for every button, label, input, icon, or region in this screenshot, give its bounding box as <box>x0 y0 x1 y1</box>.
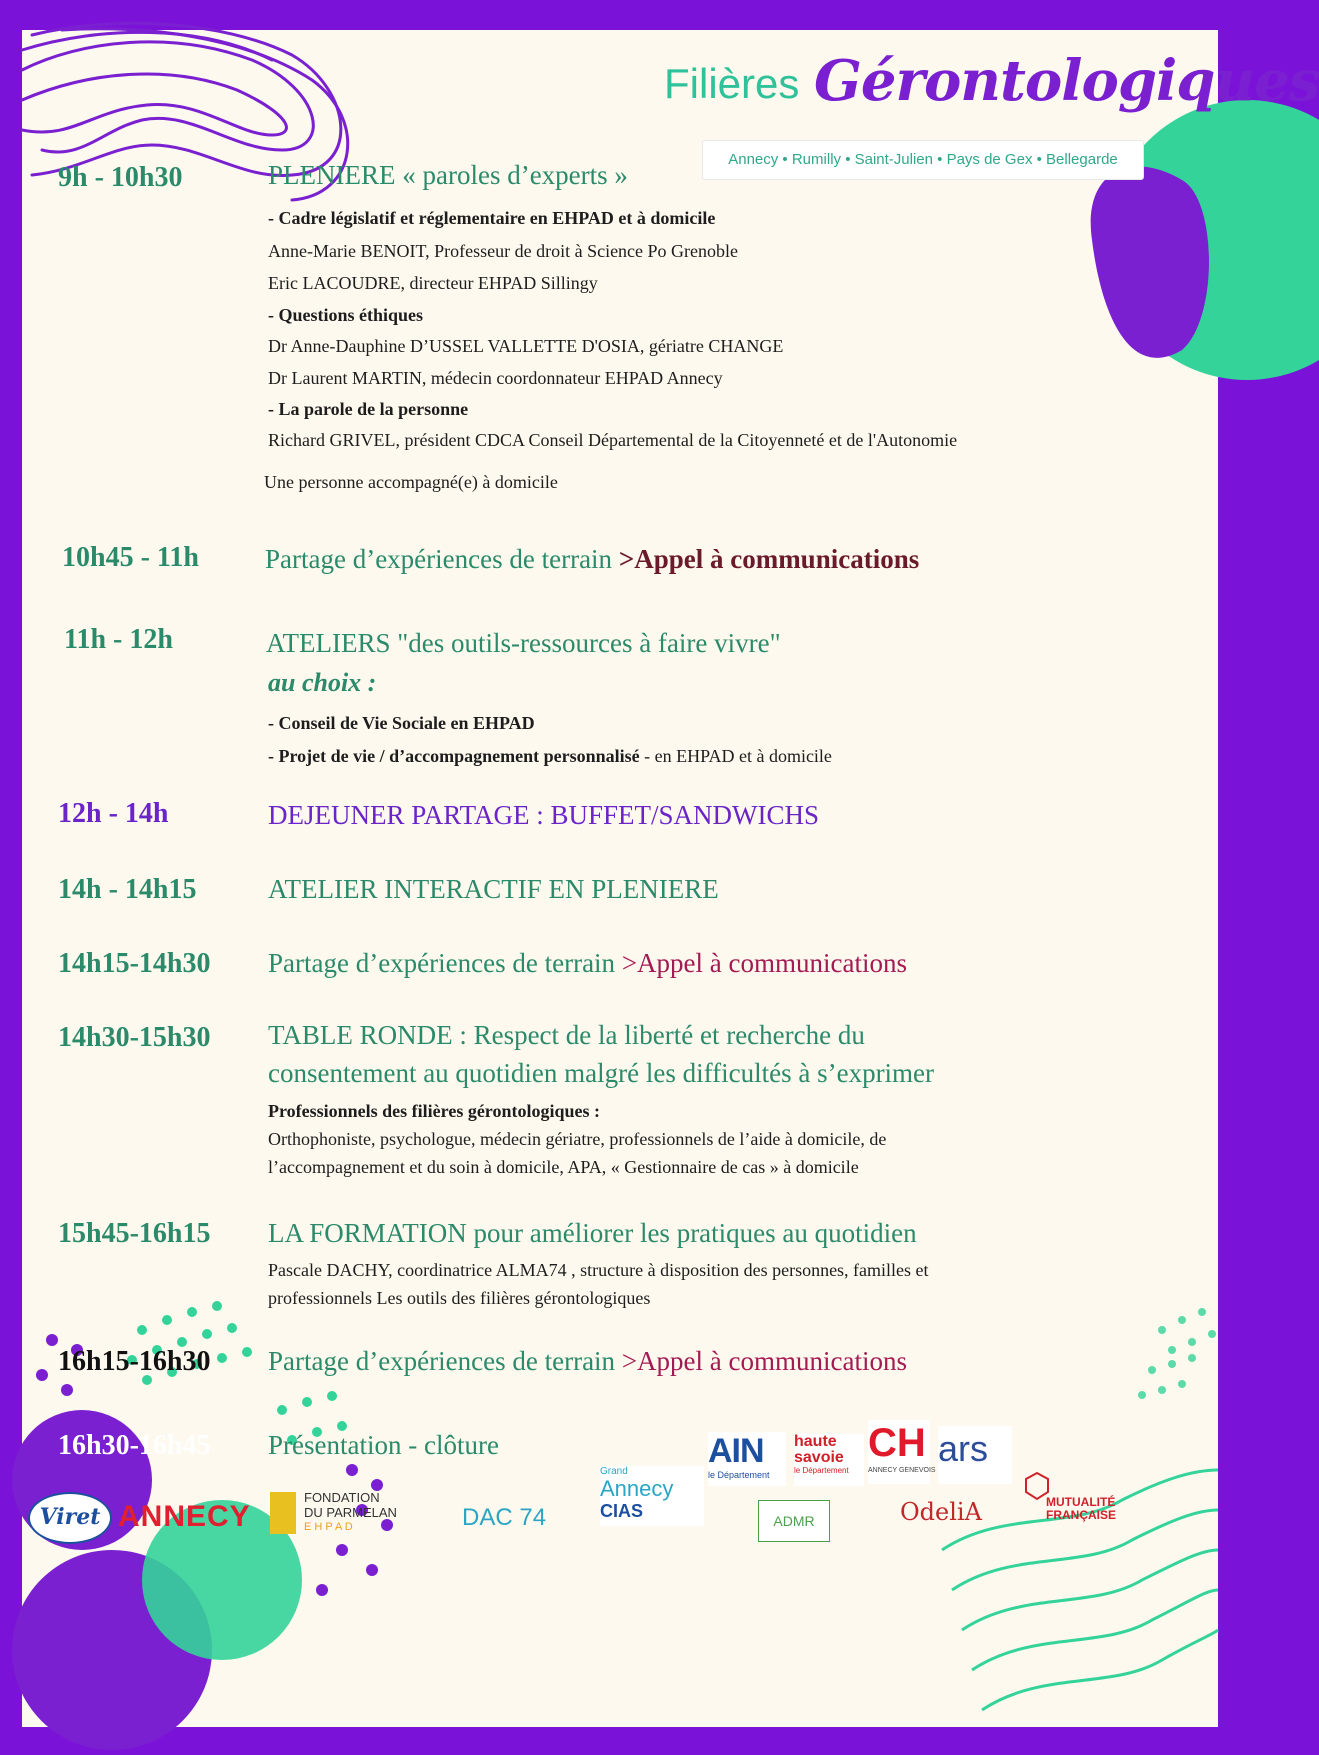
logo-parmelan-line-1: FONDATION <box>304 1490 380 1505</box>
session-time-5: 14h - 14h15 <box>58 874 197 905</box>
session-9-label: Partage d’expériences de terrain <box>268 1346 616 1376</box>
session-7-panel-line-1: Orthophoniste, psychologue, médecin gériatre, professionnels de l’aide à domicile, de <box>268 1129 887 1149</box>
logo-haute-savoie-line-1: haute <box>794 1433 837 1450</box>
session-1-topic-person: - La parole de la personne <box>268 399 469 419</box>
session-3-workshop-cvs: - Conseil de Vie Sociale en EHPAD <box>268 713 535 733</box>
session-8-tools: professionnels Les outils des filières gérontologiques <box>268 1288 651 1308</box>
session-2-label: Partage d’expériences de terrain <box>265 544 613 574</box>
logo-admr-text: ADMR <box>773 1513 815 1529</box>
logo-parmelan-mark <box>270 1492 296 1534</box>
session-title-6 <box>268 948 907 979</box>
brand-word-gerontologiques: Gérontologiques <box>814 48 1319 114</box>
program-page <box>22 30 1319 1727</box>
session-6-label: Partage d’expériences de terrain <box>268 948 616 978</box>
session-time-9: 16h15-16h30 <box>58 1346 211 1377</box>
session-title-1: PLENIERE « paroles d’experts » <box>268 160 628 190</box>
session-title-7-line-2: consentement au quotidien malgré les difficultés à s’exprimer <box>268 1058 935 1088</box>
session-3-workshop-project-title: - Projet de vie / d’accompagnement personnalisé <box>268 746 640 766</box>
session-1-topic-legal: - Cadre législatif et réglementaire en EHPAD et à domicile <box>268 208 716 228</box>
logo-ain-text: AIN <box>708 1432 764 1470</box>
logo-ch-annecy <box>868 1420 936 1484</box>
session-time-10: 16h30-16h45 <box>58 1430 211 1461</box>
logo-ars-text: ars <box>938 1428 989 1469</box>
logo-admr <box>758 1500 830 1542</box>
logo-parmelan-line-3: E H P A D <box>304 1521 353 1533</box>
session-1-topic-ethics: - Questions éthiques <box>268 305 424 325</box>
logo-ars <box>938 1426 1012 1484</box>
session-title-3: ATELIERS "des outils-ressources à faire vivre" <box>266 628 781 658</box>
session-1-speaker-lacoudre: Eric LACOUDRE, directeur EHPAD Sillingy <box>268 273 598 293</box>
logo-ch-sub: ANNECY GENEVOIS <box>868 1467 936 1474</box>
logo-ain-sub: le Département <box>708 1470 770 1480</box>
session-title-8: LA FORMATION pour améliorer les pratiques au quotidien <box>268 1218 917 1248</box>
session-time-6: 14h15-14h30 <box>58 948 211 979</box>
session-time-2: 10h45 - 11h <box>62 542 199 573</box>
logo-cias-text: CIAS <box>600 1501 644 1521</box>
session-1-speaker-dussel: Dr Anne-Dauphine D’USSEL VALLETTE D'OSIA, gériatre CHANGE <box>268 336 784 356</box>
logo-viret <box>28 1492 112 1544</box>
brand-sites-banner: Annecy • Rumilly • Saint-Julien • Pays de Gex • Bellegarde <box>702 140 1144 180</box>
session-title-9 <box>268 1346 907 1377</box>
logo-ga-line-2: Annecy <box>600 1476 674 1501</box>
session-time-4: 12h - 14h <box>58 798 169 829</box>
session-8-speaker-dachy: Pascale DACHY, coordinatrice ALMA74 , structure à disposition des personnes, familles et <box>268 1260 929 1280</box>
logo-viret-text: Viret <box>39 1504 101 1530</box>
brand-word-filieres: Filières <box>664 60 800 107</box>
session-1-speaker-martin: Dr Laurent MARTIN, médecin coordonnateur EHPAD Annecy <box>268 368 723 388</box>
logo-haute-savoie <box>794 1434 864 1486</box>
session-7-panel-line-2: l’accompagnement et du soin à domicile, APA, « Gestionnaire de cas » à domicile <box>268 1157 859 1177</box>
logo-fondation-parmelan <box>304 1490 397 1535</box>
logo-dac74: DAC 74 <box>462 1504 547 1531</box>
session-title-5: ATELIER INTERACTIF EN PLENIERE <box>268 874 719 904</box>
session-time-1: 9h - 10h30 <box>58 162 183 193</box>
session-6-call-for-papers: >Appel à communications <box>621 948 907 978</box>
logo-annecy: ANNECY <box>118 1500 251 1533</box>
session-title-4: DEJEUNER PARTAGE : BUFFET/SANDWICHS <box>268 800 820 830</box>
session-7-panel-heading: Professionnels des filières gérontologiques : <box>268 1101 600 1121</box>
session-time-8: 15h45-16h15 <box>58 1218 211 1249</box>
session-3-subtitle: au choix : <box>268 668 377 697</box>
logo-ain <box>708 1432 786 1486</box>
session-9-call-for-papers: >Appel à communications <box>621 1346 907 1376</box>
logo-haute-savoie-line-2: savoie <box>794 1449 844 1466</box>
logo-mutualite-line-1: MUTUALITÉ <box>1046 1495 1116 1509</box>
logo-parmelan-line-2: DU PARMELAN <box>304 1505 397 1520</box>
bottom-right-dots-decoration <box>1138 1308 1216 1399</box>
logo-grand-annecy-cias <box>600 1466 704 1526</box>
session-time-3: 11h - 12h <box>64 624 173 655</box>
session-3-workshop-project <box>268 746 832 767</box>
logo-ga-line-1: Grand <box>600 1466 628 1477</box>
session-1-speaker-person: Une personne accompagné(e) à domicile <box>264 472 558 492</box>
session-2-call-for-papers: >Appel à communications <box>618 544 920 574</box>
logo-mutualite-line-2: FRANÇAISE <box>1046 1508 1117 1522</box>
logo-odelia: OdeliA <box>900 1498 982 1526</box>
logo-haute-savoie-line-3: le Département <box>794 1466 849 1475</box>
session-1-speaker-grivel: Richard GRIVEL, président CDCA Conseil Départemental de la Citoyenneté et de l'Autonomie <box>268 430 958 450</box>
session-title-10: Présentation - clôture <box>268 1430 499 1460</box>
session-3-workshop-project-scope: - en EHPAD et à domicile <box>639 746 832 766</box>
logo-mutualite-francaise <box>1024 1472 1124 1528</box>
logo-ch-text: CH <box>868 1421 926 1465</box>
session-1-speaker-benoit: Anne-Marie BENOIT, Professeur de droit à Science Po Grenoble <box>268 241 739 261</box>
session-title-2 <box>265 544 919 575</box>
session-title-7-line-1: TABLE RONDE : Respect de la liberté et recherche du <box>268 1020 865 1050</box>
session-time-7: 14h30-15h30 <box>58 1022 211 1053</box>
